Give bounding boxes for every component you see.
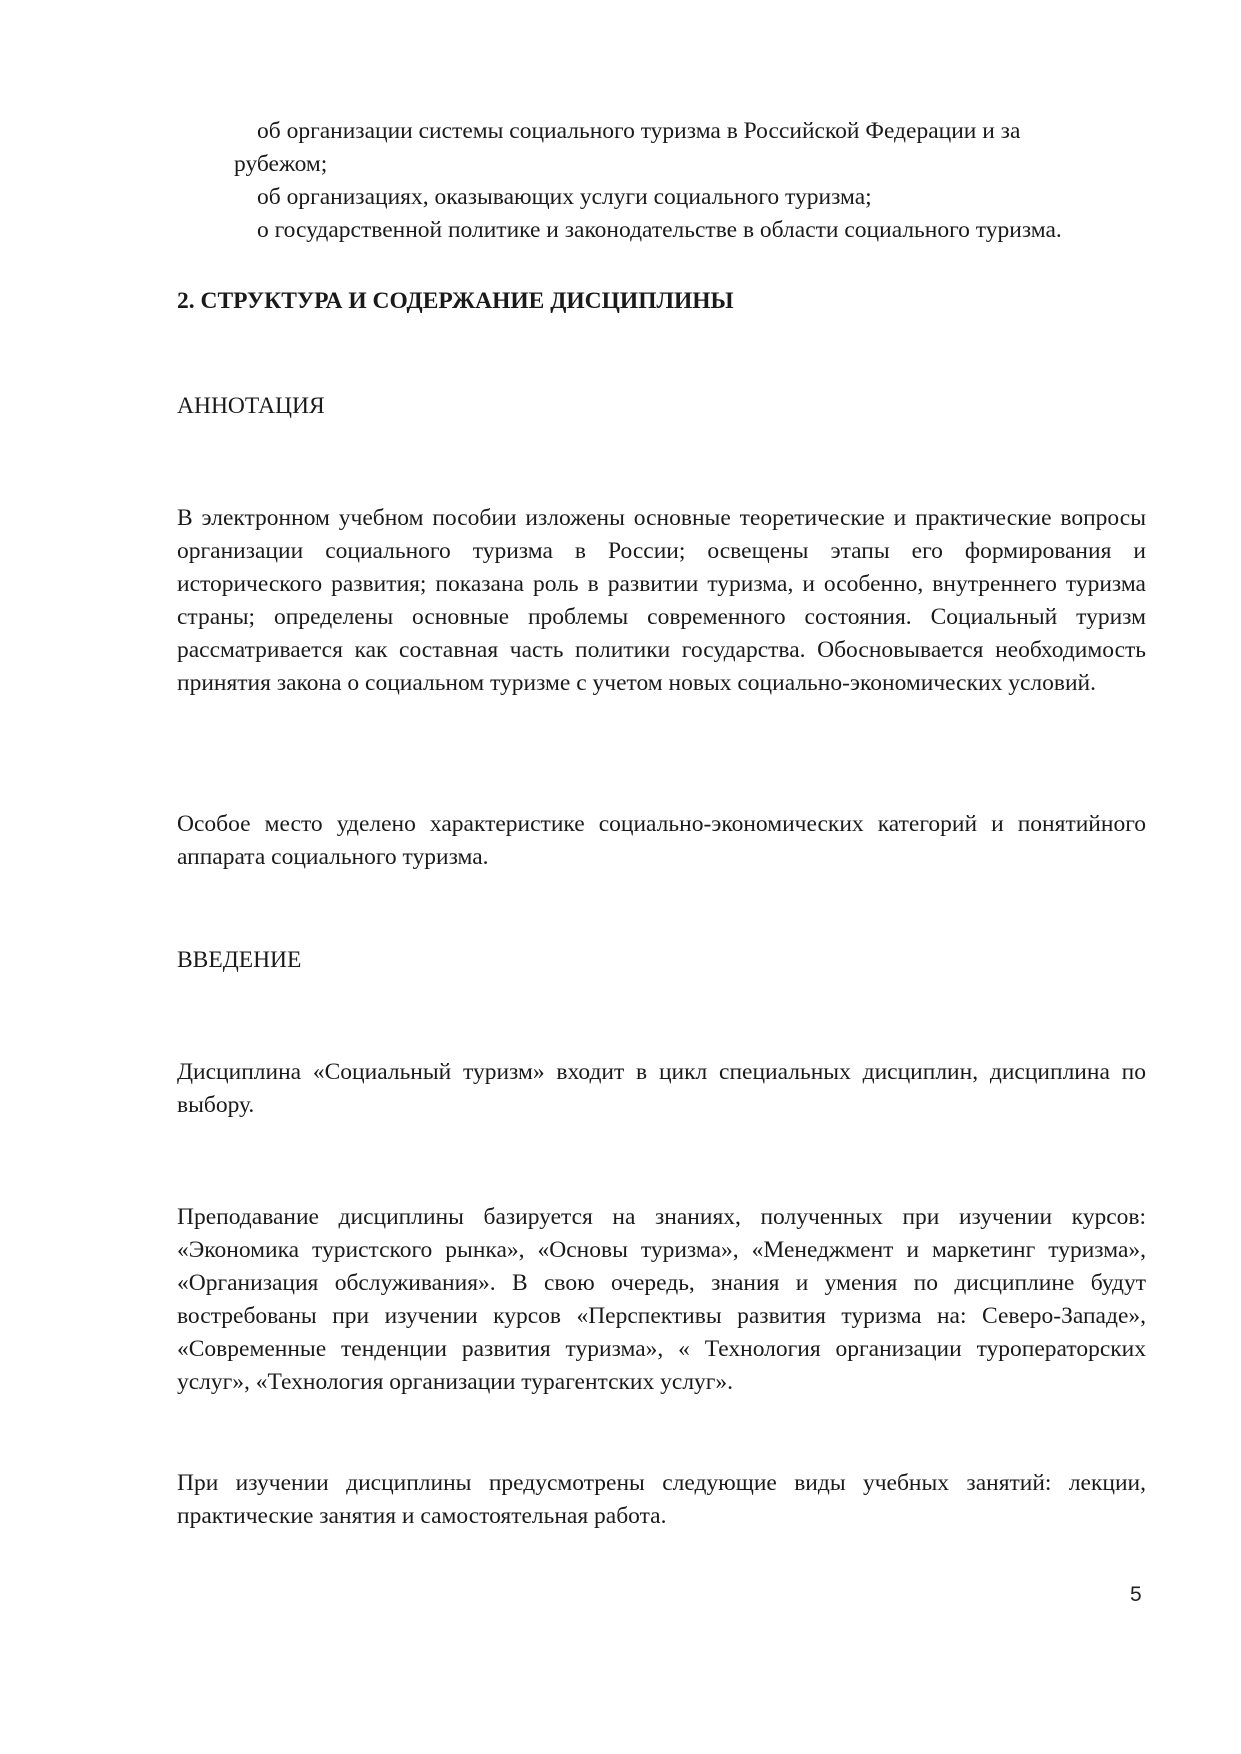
list-item-continuation bbox=[177, 148, 1146, 181]
list-item bbox=[177, 214, 1146, 247]
list-item bbox=[177, 115, 1146, 148]
annotation-heading: АННОТАЦИЯ bbox=[177, 393, 325, 419]
page-number: 5 bbox=[1130, 1583, 1142, 1606]
section-heading: 2. СТРУКТУРА И СОДЕРЖАНИЕ ДИСЦИПЛИНЫ bbox=[177, 288, 734, 314]
list-item bbox=[177, 181, 1146, 214]
list-item-text: об организациях, оказывающих услуги социального туризма; bbox=[257, 184, 872, 210]
annotation-paragraph-2: Особое место уделено характеристике социально-экономических категорий и понятийного аппарата социального туризма. bbox=[177, 811, 1146, 870]
introduction-paragraph-3: При изучении дисциплины предусмотрены следующие виды учебных занятий: лекции, практические занятия и самостоятельная работа. bbox=[177, 1470, 1146, 1529]
bullet-list bbox=[177, 115, 1146, 247]
introduction-paragraph-1: Дисциплина «Социальный туризм» входит в цикл специальных дисциплин, дисциплина по выбору. bbox=[177, 1059, 1146, 1118]
list-item-text: об организации системы социального туризма в Российской Федерации и за bbox=[257, 118, 1021, 144]
list-item-text: рубежом; bbox=[234, 151, 328, 177]
list-item-text: о государственной политике и законодательстве в области социального туризма. bbox=[257, 217, 1062, 243]
introduction-heading: ВВЕДЕНИЕ bbox=[177, 947, 302, 973]
annotation-paragraph-1: В электронном учебном пособии изложены основные теоретические и практические вопросы организации социального туризма в России; освещены этапы его формирования и исторического развития; показана роль в развитии туризма, и особенно, внутреннего туризма страны; определены основные проблемы современного состояния. Социальный туризм рассматривается как составная часть политики государства. Обосновывается необходимость принятия закона о социальном туризме с учетом новых социально-экономических условий. bbox=[177, 505, 1146, 696]
introduction-paragraph-2: Преподавание дисциплины базируется на знаниях, полученных при изучении курсов: «Экономика туристского рынка», «Основы туризма», «Менеджмент и маркетинг туризма», «Организация обслуживания». В свою очередь, знания и умения по дисциплине будут востребованы при изучении курсов «Перспективы развития туризма на: Северо-Западе», «Современные тенденции развития туризма», « Технология организации туроператорских услуг», «Технология организации турагентских услуг». bbox=[177, 1204, 1146, 1395]
